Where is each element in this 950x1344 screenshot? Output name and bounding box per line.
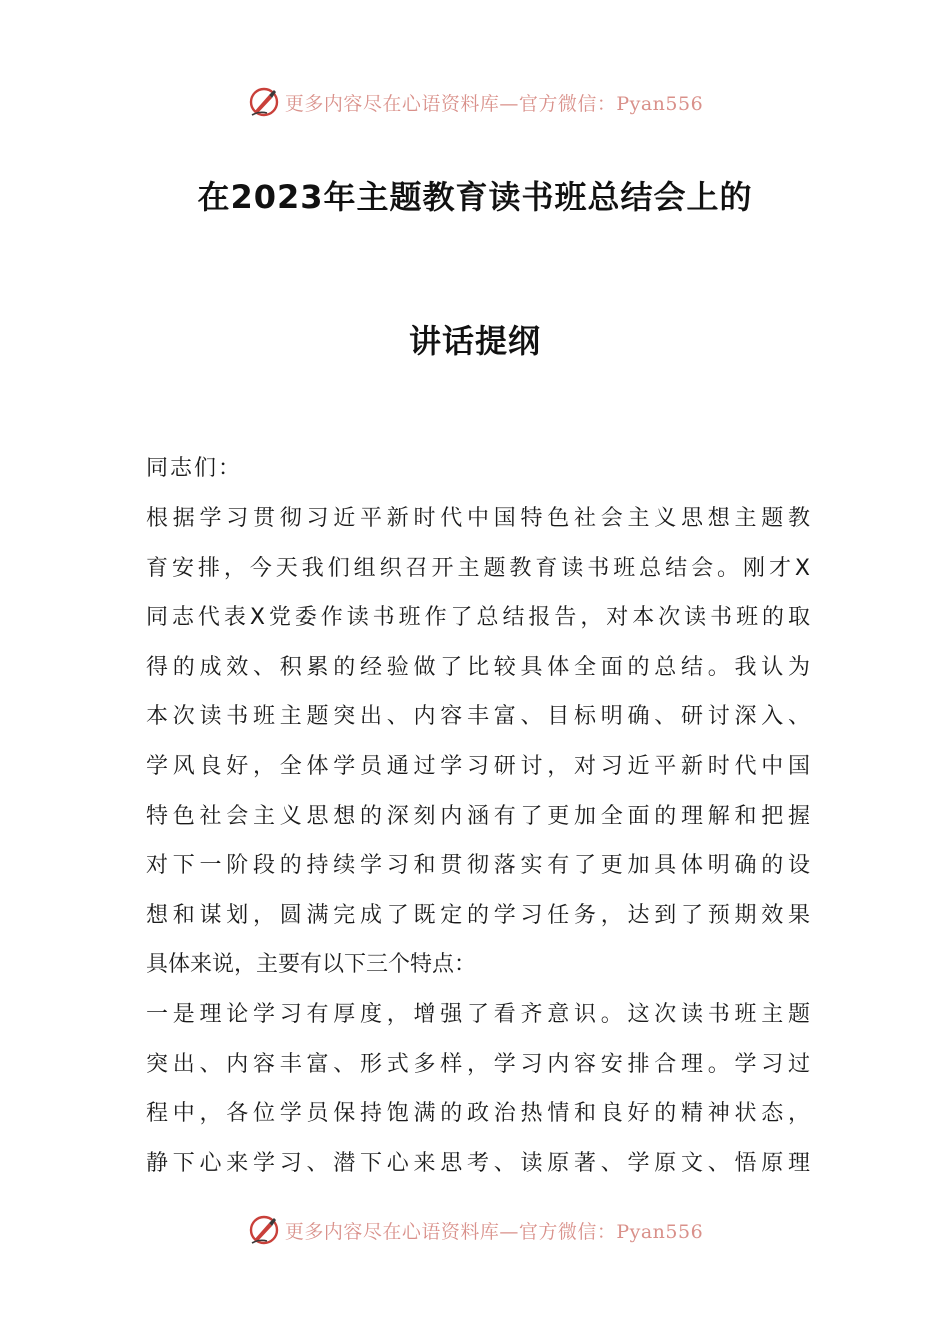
paragraph-2-line: 静下心来学习、潜下心来思考、读原著、学原文、悟原理 xyxy=(146,1150,810,1176)
paragraph-2 xyxy=(146,990,810,1188)
pen-logo-icon xyxy=(247,1213,281,1247)
paragraph-1-line: 得的成效、积累的经验做了比较具体全面的总结。我认为 xyxy=(146,654,810,680)
footer-banner xyxy=(0,1212,950,1248)
paragraph-2-line: 突出、内容丰富、形式多样，学习内容安排合理。学习过 xyxy=(146,1051,810,1077)
paragraph-1-line: 特色社会主义思想的深刻内涵有了更加全面的理解和把握 xyxy=(146,803,810,829)
paragraph-2-line: 程中，各位学员保持饱满的政治热情和良好的精神状态， xyxy=(146,1101,810,1127)
paragraph-1-line: 育安排，今天我们组织召开主题教育读书班总结会。刚才X xyxy=(146,555,810,581)
header-wechat-id: Pyan556 xyxy=(616,92,704,115)
paragraph-1-line: 同志代表X党委作读书班作了总结报告，对本次读书班的取 xyxy=(146,605,810,631)
paragraph-1-line: 具体来说，主要有以下三个特点： xyxy=(146,952,477,978)
greeting: 同志们： xyxy=(146,456,243,481)
pen-logo-icon xyxy=(247,85,281,119)
document-title-line2: 讲话提纲 xyxy=(408,322,541,360)
paragraph-1-line: 想和谋划，圆满完成了既定的学习任务，达到了预期效果 xyxy=(146,902,810,928)
header-banner-text: 更多内容尽在心语资料库—官方微信：Pyan556 xyxy=(284,92,704,115)
paragraph-1-line: 学风良好，全体学员通过学习研讨，对习近平新时代中国 xyxy=(146,753,810,779)
header-banner xyxy=(0,84,950,120)
document-title-line1: 在2023年主题教育读书班总结会上的 xyxy=(197,178,753,216)
paragraph-1-line: 对下一阶段的持续学习和贯彻落实有了更加具体明确的设 xyxy=(146,853,810,879)
paragraph-1-line: 本次读书班主题突出、内容丰富、目标明确、研讨深入、 xyxy=(146,704,810,730)
footer-wechat-id: Pyan556 xyxy=(616,1220,704,1243)
paragraph-1 xyxy=(146,494,810,990)
paragraph-1-line: 根据学习贯彻习近平新时代中国特色社会主义思想主题教 xyxy=(146,506,810,531)
footer-banner-text: 更多内容尽在心语资料库—官方微信：Pyan556 xyxy=(284,1220,704,1243)
paragraph-2-line: 一是理论学习有厚度，增强了看齐意识。这次读书班主题 xyxy=(146,1002,810,1027)
